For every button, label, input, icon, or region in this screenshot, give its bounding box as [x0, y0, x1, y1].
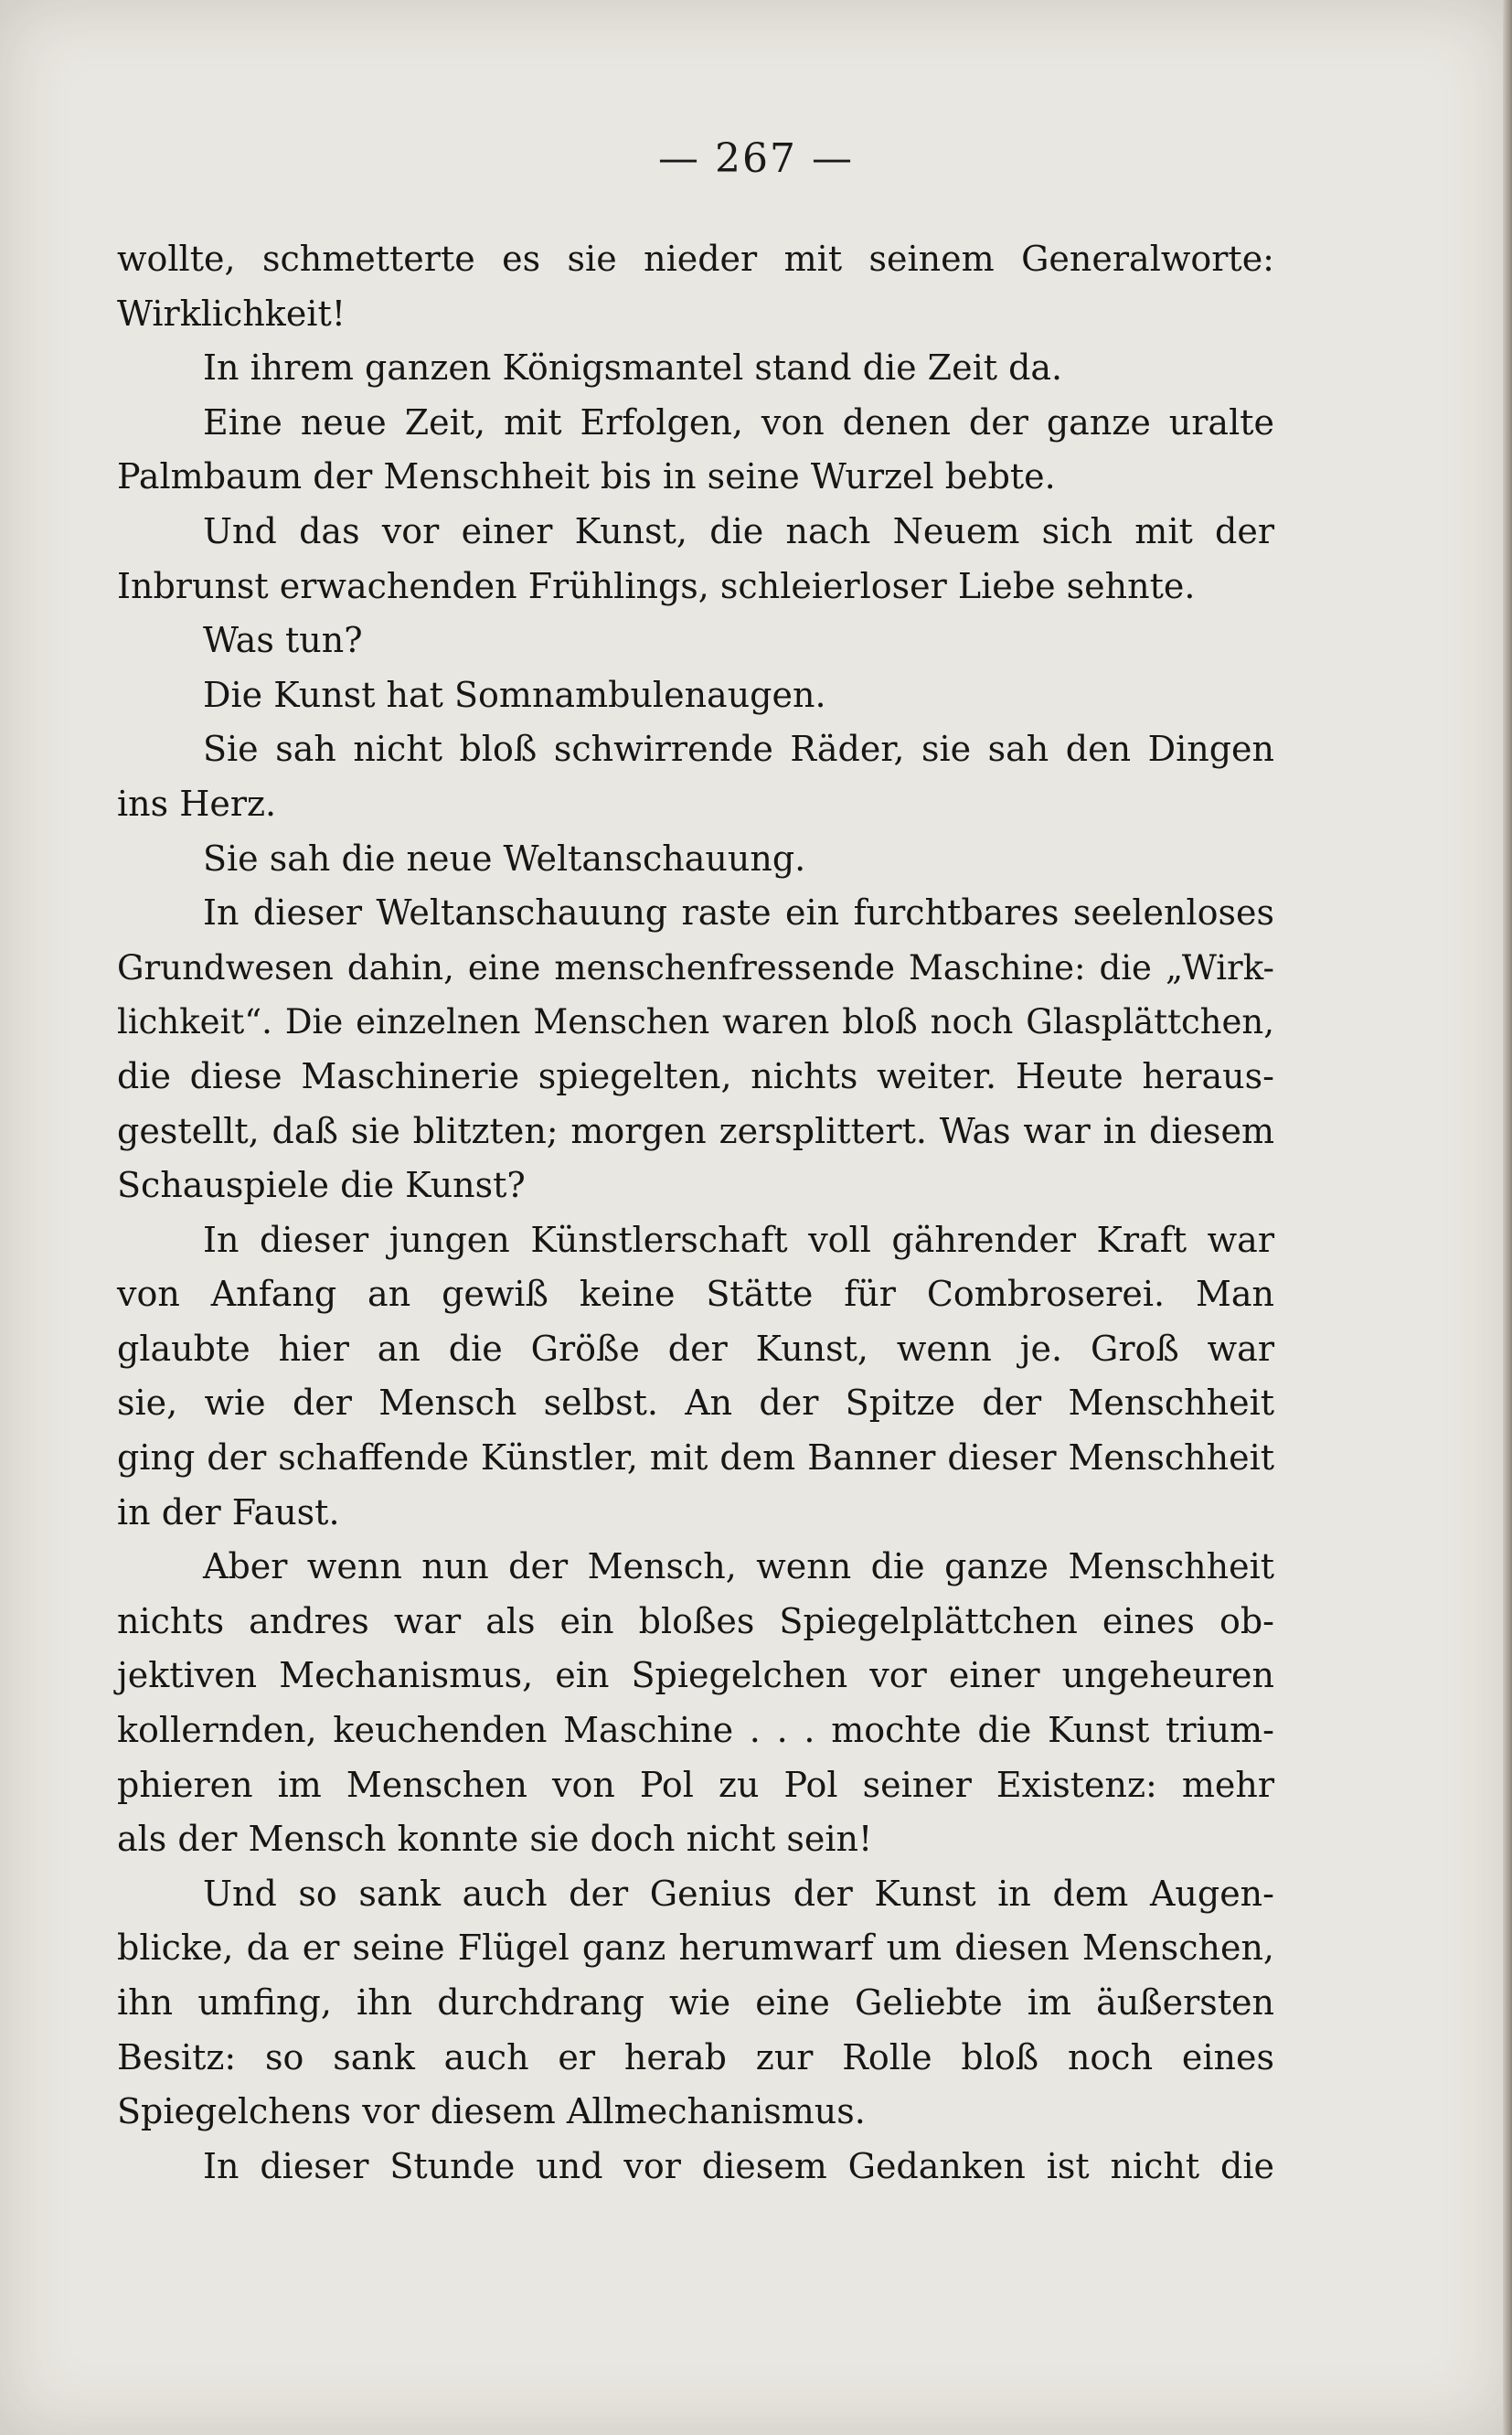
text-line: ins Herz. [117, 783, 277, 824]
text-line: sie, wie der Mensch selbst. An der Spitze der Menschheit [117, 1383, 1274, 1424]
text-line: Sie sah die neue Weltanschauung. [203, 838, 806, 879]
text-line: ihn umfing, ihn durchdrang wie eine Geliebte im äußersten [117, 1982, 1274, 2023]
text-line: als der Mensch konnte sie doch nicht sein! [117, 1819, 873, 1860]
text-line: blicke, da er seine Flügel ganz herumwarf um diesen Menschen, [117, 1928, 1274, 1969]
text-line: kollernden, keuchenden Maschine . . . mochte die Kunst trium- [117, 1710, 1274, 1751]
text-line: ging der schaffende Künstler, mit dem Banner dieser Menschheit [117, 1437, 1274, 1479]
text-line: Spiegelchens vor diesem Allmechanismus. [117, 2091, 866, 2132]
text-line: Sie sah nicht bloß schwirrende Räder, sie sah den Dingen [203, 729, 1274, 770]
text-line: Schauspiele die Kunst? [117, 1165, 526, 1206]
text-line: Inbrunst erwachenden Frühlings, schleierloser Liebe sehnte. [117, 565, 1196, 606]
text-line: von Anfang an gewiß keine Stätte für Combroserei. Man [117, 1274, 1274, 1315]
text-line: in der Faust. [117, 1491, 340, 1533]
text-line: In dieser jungen Künstlerschaft voll gährender Kraft war [203, 1219, 1274, 1260]
text-line: jektiven Mechanismus, ein Spiegelchen vor einer ungeheuren [117, 1655, 1274, 1696]
text-line: die diese Maschinerie spiegelten, nichts weiter. Heute heraus- [117, 1055, 1274, 1096]
text-line: Eine neue Zeit, mit Erfolgen, von denen der ganze uralte [203, 401, 1274, 443]
text-line: phieren im Menschen von Pol zu Pol seiner Existenz: mehr [117, 1764, 1274, 1805]
text-line: Palmbaum der Menschheit bis in seine Wurzel bebte. [117, 456, 1056, 497]
text-line: Aber wenn nun der Mensch, wenn die ganze Menschheit [203, 1546, 1274, 1587]
text-line: lichkeit“. Die einzelnen Menschen waren bloß noch Glasplättchen, [117, 1002, 1274, 1042]
text-line: In dieser Weltanschauung raste ein furchtbares seelenloses [203, 892, 1274, 934]
text-line: Was tun? [203, 620, 363, 661]
text-line: In dieser Stunde und vor diesem Gedanken ist nicht die [203, 2145, 1274, 2186]
text-line: Besitz: so sank auch er herab zur Rolle bloß noch eines [117, 2036, 1274, 2077]
text-line: Und so sank auch der Genius der Kunst in dem Augen- [203, 1873, 1274, 1914]
text-line: Und das vor einer Kunst, die nach Neuem sich mit der [203, 510, 1274, 551]
body-text [117, 232, 1274, 2194]
text-line: wollte, schmetterte es sie nieder mit seinem Generalworte: [117, 239, 1274, 279]
text-line: In ihrem ganzen Königsmantel stand die Zeit da. [203, 347, 1063, 389]
text-line: Die Kunst hat Somnambulenaugen. [203, 674, 826, 715]
page-edge [1503, 0, 1512, 2435]
text-line: gestellt, daß sie blitzten; morgen zersplittert. Was war in diesem [117, 1110, 1274, 1151]
text-line: Wirklichkeit! [117, 293, 346, 334]
page-number: — 267 — [658, 135, 854, 182]
text-line: nichts andres war als ein bloßes Spiegelplättchen eines ob- [117, 1600, 1274, 1641]
text-line: Grundwesen dahin, eine menschenfressende Maschine: die „Wirk- [117, 947, 1274, 988]
text-line: glaubte hier an die Größe der Kunst, wenn je. Groß war [117, 1328, 1274, 1369]
